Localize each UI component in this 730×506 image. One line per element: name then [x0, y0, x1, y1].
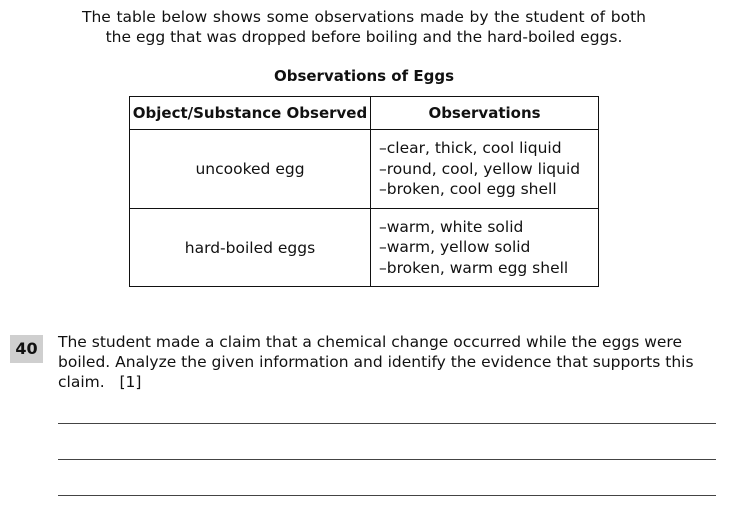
object-cell: hard-boiled eggs: [130, 209, 371, 287]
table-row: [130, 130, 599, 209]
question-prompt: The student made a claim that a chemical change occurred while the eggs were boiled. Analyze the given information and identify the evidence that supports this claim.: [58, 333, 694, 391]
question-text: [58, 332, 700, 392]
observations-cell: [371, 209, 599, 287]
observation-line: –round, cool, yellow liquid: [379, 159, 581, 178]
observation-line: –warm, yellow solid: [379, 238, 531, 257]
observation-line: –broken, warm egg shell: [379, 258, 569, 277]
observation-line: –broken, cool egg shell: [379, 180, 557, 199]
answer-line[interactable]: [58, 459, 716, 460]
question-credit: [1]: [119, 373, 142, 391]
table-row: [130, 209, 599, 287]
question-number-badge: 40: [10, 335, 43, 363]
answer-line[interactable]: [58, 495, 716, 496]
column-header-object: Object/Substance Observed: [130, 97, 371, 130]
column-header-observations: Observations: [371, 97, 599, 130]
intro-paragraph: The table below shows some observations made by the student of both the egg that was dropped before boiling and the hard-boiled eggs.: [82, 8, 646, 46]
observations-cell: [371, 130, 599, 209]
table-header-row: [130, 97, 599, 130]
observation-line: –warm, white solid: [379, 217, 524, 236]
observation-line: –clear, thick, cool liquid: [379, 139, 562, 158]
observations-table: [129, 96, 599, 287]
object-cell: uncooked egg: [130, 130, 371, 209]
answer-line[interactable]: [58, 423, 716, 424]
table-title: Observations of Eggs: [273, 67, 455, 85]
